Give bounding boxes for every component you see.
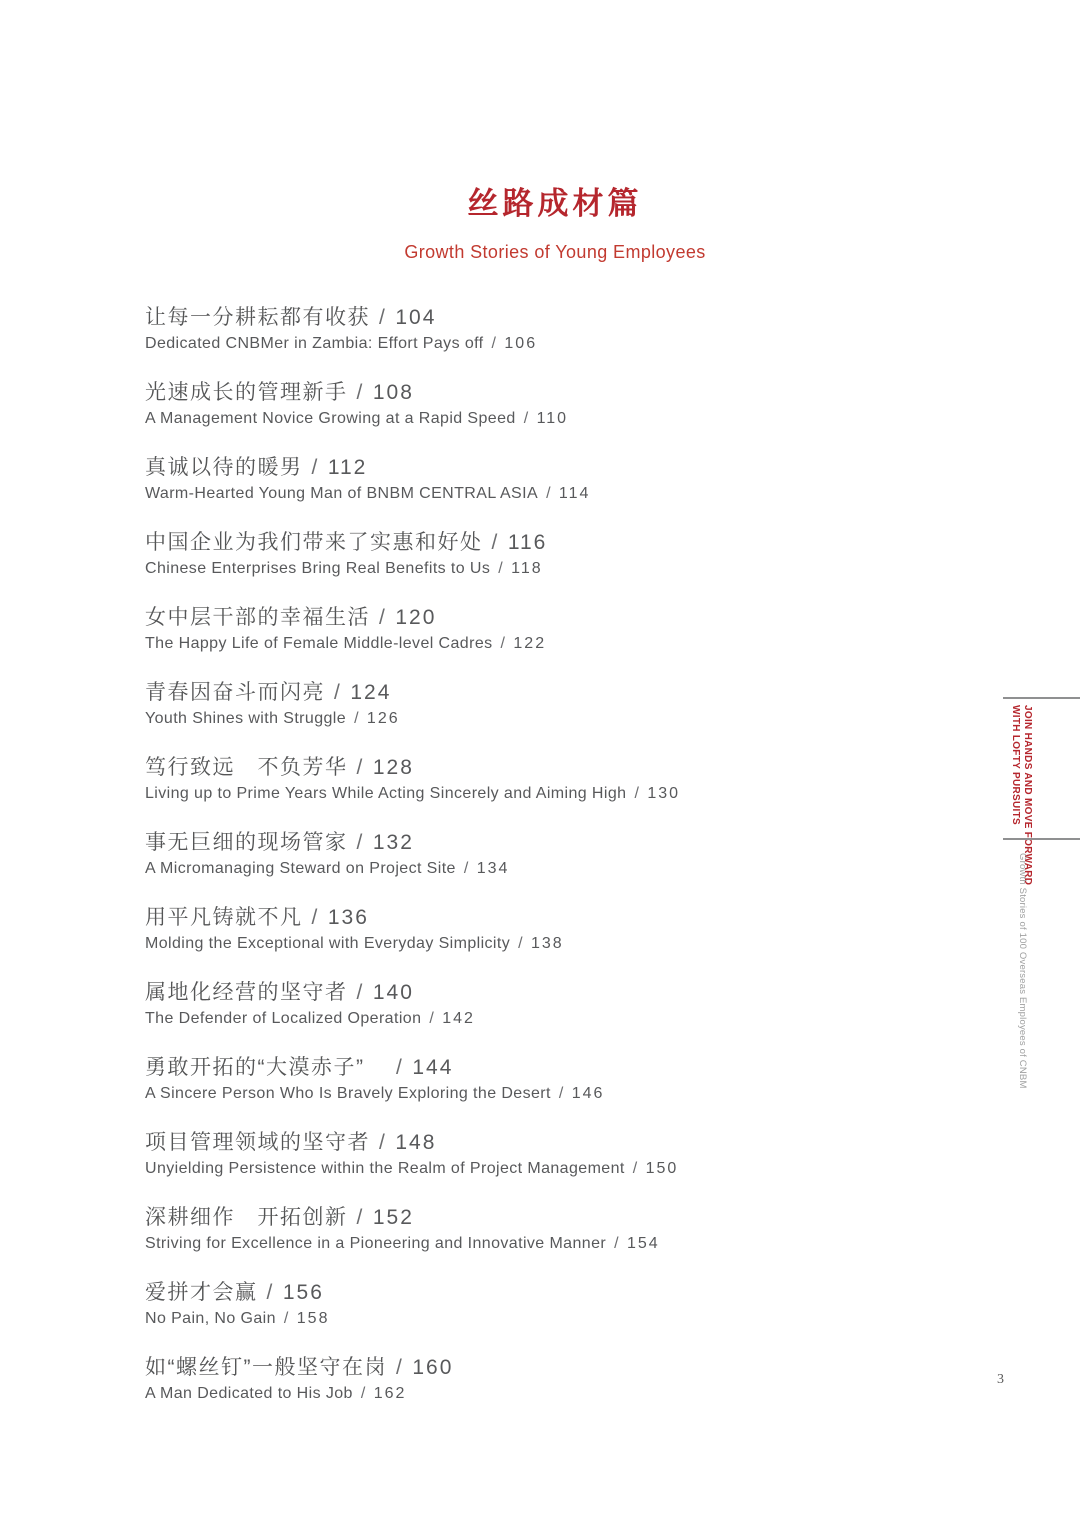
toc-entry-title-zh: 中国企业为我们带来了实惠和好处 — [145, 531, 483, 554]
toc-entry-page-zh: 120 — [395, 606, 437, 629]
toc-entry-page-en: 110 — [536, 410, 569, 427]
toc-entry-separator: / — [356, 831, 364, 854]
toc-entry-page-zh: 132 — [372, 831, 414, 854]
toc-entry-separator: / — [311, 456, 319, 479]
sidebar-slogan-line1: JOIN HANDS AND MOVE FORWARD — [1022, 705, 1033, 886]
toc-entry-page-zh: 108 — [372, 381, 414, 404]
toc-entry-separator: / — [463, 860, 469, 877]
toc-entry-title-zh: 青春因奋斗而闪亮 — [145, 681, 325, 704]
toc-entry-title-en: A Sincere Person Who Is Bravely Exploring the Desert — [145, 1085, 551, 1102]
toc-entry-line-en — [145, 1306, 865, 1332]
toc-entry-line-en — [145, 706, 865, 732]
toc-entry-page-zh: 124 — [350, 681, 392, 704]
sidebar-rule-top — [1003, 697, 1080, 699]
toc-entry-line-zh — [145, 530, 865, 556]
toc-entry-separator: / — [354, 710, 359, 727]
toc-entry-separator: / — [266, 1281, 274, 1304]
toc-entry-separator: / — [518, 935, 523, 952]
toc-entry-separator: / — [498, 560, 504, 577]
toc-entry — [145, 380, 865, 432]
toc-entry-title-zh: 如“螺丝钉”一般坚守在岗 — [145, 1356, 387, 1379]
toc-entry-line-zh — [145, 1205, 865, 1231]
toc-entry — [145, 305, 865, 357]
section-title-en: Growth Stories of Young Employees — [404, 242, 706, 262]
toc-entry-title-en: A Man Dedicated to His Job — [145, 1385, 353, 1402]
toc-entry-line-zh — [145, 455, 865, 481]
toc-entry-line-zh — [145, 1130, 865, 1156]
toc-entry-title-en: A Management Novice Growing at a Rapid Speed — [145, 410, 516, 427]
toc-entry-page-en: 162 — [373, 1385, 407, 1402]
toc-entry-separator: / — [360, 1385, 366, 1402]
toc-entry-title-en: The Happy Life of Female Middle-level Cadres — [145, 635, 493, 652]
toc-entry-page-en: 114 — [558, 485, 591, 502]
toc-entry-separator: / — [429, 1010, 435, 1027]
toc-entry — [145, 1055, 865, 1107]
toc-entry — [145, 1205, 865, 1257]
section-title-zh: 丝路成材篇 — [467, 186, 643, 222]
toc-entry-line-en — [145, 1231, 865, 1257]
toc-entry-separator: / — [632, 1160, 638, 1177]
toc-entry-line-zh — [145, 980, 865, 1006]
page-number: 3 — [997, 1372, 1004, 1387]
toc-entry-separator: / — [491, 531, 499, 554]
toc-entry-line-zh — [145, 1280, 865, 1306]
toc-entry-line-zh — [145, 305, 865, 331]
toc-entry-title-zh: 事无巨细的现场管家 — [145, 831, 348, 854]
toc-entry-line-en — [145, 1081, 865, 1107]
toc-entry-page-en: 134 — [476, 860, 510, 877]
toc-entry-separator: / — [356, 1206, 364, 1229]
toc-entry — [145, 1355, 865, 1407]
sidebar-rule-bottom — [1003, 838, 1080, 840]
toc-entry — [145, 680, 865, 732]
toc-entry-line-zh — [145, 680, 865, 706]
toc-entry-page-zh: 156 — [282, 1281, 324, 1304]
toc-entry-title-en: Dedicated CNBMer in Zambia: Effort Pays off — [145, 335, 484, 352]
toc-entry-separator: / — [379, 1131, 387, 1154]
toc-entry-page-en: 142 — [442, 1010, 475, 1027]
toc-entry-page-en: 154 — [626, 1235, 660, 1252]
toc-entry-line-zh — [145, 830, 865, 856]
toc-entry-title-en: The Defender of Localized Operation — [145, 1010, 422, 1027]
toc-entry-separator: / — [356, 381, 364, 404]
toc-entry-separator: / — [634, 785, 640, 802]
toc-entry-title-zh: 用平凡铸就不凡 — [145, 906, 303, 929]
toc-entry-page-en: 122 — [513, 635, 547, 652]
toc-entry-line-zh — [145, 1055, 865, 1081]
toc-entry-page-en: 126 — [366, 710, 400, 727]
toc-entry-page-en: 138 — [531, 935, 564, 952]
toc-entry-separator: / — [614, 1235, 619, 1252]
toc-entry-separator: / — [491, 335, 497, 352]
toc-entry-separator: / — [334, 681, 342, 704]
toc-entry-separator: / — [379, 606, 387, 629]
toc-entry-line-en — [145, 1156, 865, 1182]
toc-entry-page-zh: 148 — [395, 1131, 437, 1154]
toc-entry-line-en — [145, 1006, 865, 1032]
toc-entry-line-zh — [145, 905, 865, 931]
toc-entry — [145, 905, 865, 957]
toc-entry — [145, 530, 865, 582]
toc-entry-title-en: Warm-Hearted Young Man of BNBM CENTRAL ASIA — [145, 485, 539, 502]
toc-entry-page-zh: 144 — [412, 1056, 454, 1079]
toc-entry-line-en — [145, 856, 865, 882]
toc-entry-separator: / — [356, 981, 364, 1004]
toc-entry-line-en — [145, 781, 865, 807]
toc-entry-page-en: 146 — [571, 1085, 605, 1102]
toc-entry-page-zh: 152 — [372, 1206, 414, 1229]
toc-entry-line-zh — [145, 605, 865, 631]
toc-entry — [145, 455, 865, 507]
toc-entry-separator: / — [396, 1356, 404, 1379]
toc-entry-title-en: Living up to Prime Years While Acting Sincerely and Aiming High — [145, 785, 627, 802]
toc-entry-title-zh: 属地化经营的坚守者 — [145, 981, 348, 1004]
toc-entry-line-zh — [145, 380, 865, 406]
toc-entry-separator: / — [356, 756, 364, 779]
sidebar-slogan — [1009, 705, 1033, 886]
toc-entry-line-en — [145, 406, 865, 432]
toc-entry-title-en: Unyielding Persistence within the Realm of Project Management — [145, 1160, 625, 1177]
toc-entry-title-zh: 爱拼才会赢 — [145, 1281, 258, 1304]
toc-entry-separator: / — [546, 485, 551, 502]
toc-entry-page-zh: 128 — [372, 756, 414, 779]
toc-entry-page-zh: 160 — [412, 1356, 454, 1379]
toc-entry-title-zh: 真诚以待的暖男 — [145, 456, 303, 479]
sidebar-caption: Growth Stories of 100 Overseas Employees of CNBM — [1017, 853, 1028, 1089]
toc-list — [145, 305, 865, 1430]
toc-entry-separator: / — [500, 635, 506, 652]
toc-entry — [145, 830, 865, 882]
toc-entry-line-en — [145, 1381, 865, 1407]
toc-entry — [145, 1280, 865, 1332]
toc-entry-page-zh: 112 — [327, 456, 368, 479]
toc-entry-separator: / — [523, 410, 529, 427]
toc-entry-title-zh: 女中层干部的幸福生活 — [145, 606, 370, 629]
toc-entry-page-zh: 104 — [395, 306, 437, 329]
toc-entry — [145, 605, 865, 657]
toc-entry-title-en: A Micromanaging Steward on Project Site — [145, 860, 456, 877]
toc-entry-title-zh: 笃行致远 不负芳华 — [145, 756, 348, 779]
toc-entry-line-en — [145, 331, 865, 357]
toc-entry-separator: / — [311, 906, 319, 929]
toc-entry-line-en — [145, 556, 865, 582]
toc-entry-title-en: Youth Shines with Struggle — [145, 710, 347, 727]
sidebar-slogan-line2: WITH LOFTY PURSUITS — [1010, 705, 1021, 825]
toc-entry-title-en: Striving for Excellence in a Pioneering and Innovative Manner — [145, 1235, 607, 1252]
toc-entry-line-zh — [145, 755, 865, 781]
toc-entry-page-zh: 140 — [372, 981, 414, 1004]
toc-entry-line-en — [145, 631, 865, 657]
toc-entry-title-en: Chinese Enterprises Bring Real Benefits to Us — [145, 560, 491, 577]
toc-entry — [145, 755, 865, 807]
toc-entry-title-zh: 项目管理领域的坚守者 — [145, 1131, 370, 1154]
toc-entry-page-en: 118 — [511, 560, 543, 577]
toc-entry-page-zh: 136 — [327, 906, 369, 929]
toc-entry — [145, 1130, 865, 1182]
toc-entry-title-en: Molding the Exceptional with Everyday Simplicity — [145, 935, 511, 952]
toc-entry-separator: / — [283, 1310, 289, 1327]
toc-entry-line-en — [145, 931, 865, 957]
toc-entry-title-zh: 深耕细作 开拓创新 — [145, 1206, 348, 1229]
toc-entry-title-zh: 光速成长的管理新手 — [145, 381, 348, 404]
toc-entry-line-en — [145, 481, 865, 507]
toc-entry-page-en: 130 — [647, 785, 681, 802]
toc-entry-title-en: No Pain, No Gain — [145, 1310, 276, 1327]
toc-entry — [145, 980, 865, 1032]
toc-entry-separator: / — [558, 1085, 564, 1102]
toc-entry-page-en: 106 — [504, 335, 538, 352]
toc-entry-separator: / — [379, 306, 387, 329]
toc-entry-title-zh: 让每一分耕耘都有收获 — [145, 306, 370, 329]
toc-entry-page-en: 150 — [645, 1160, 679, 1177]
toc-entry-page-en: 158 — [296, 1310, 330, 1327]
toc-entry-page-zh: 116 — [507, 531, 548, 554]
toc-entry-line-zh — [145, 1355, 865, 1381]
toc-entry-separator: / — [396, 1056, 404, 1079]
toc-entry-title-zh: 勇敢开拓的“大漠赤子” — [145, 1056, 387, 1079]
